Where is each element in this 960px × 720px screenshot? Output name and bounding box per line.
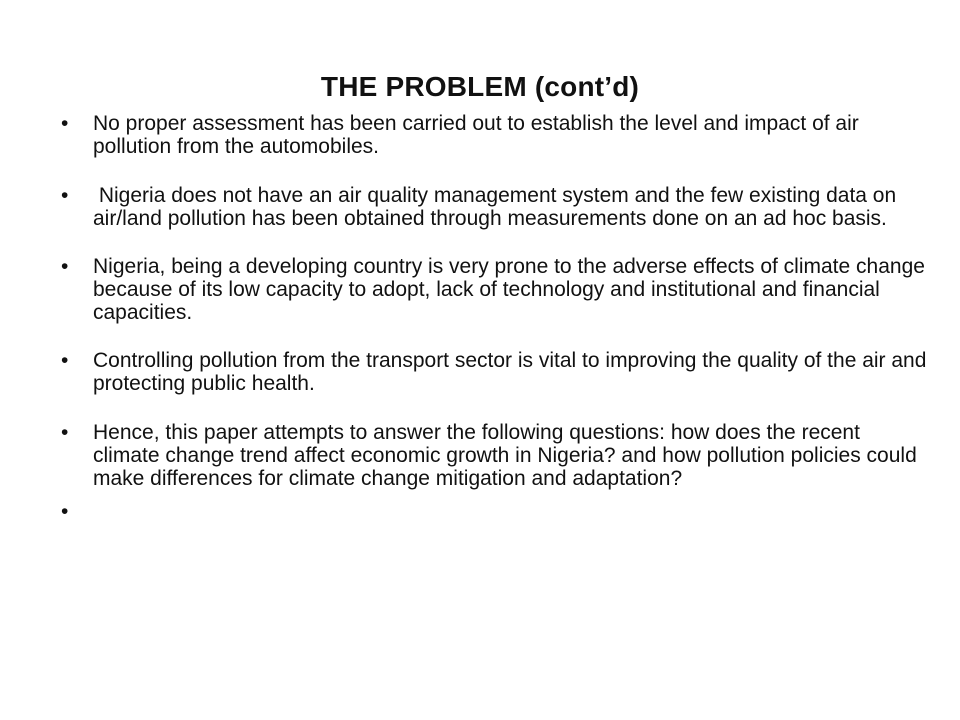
bullet-text: Nigeria, being a developing country is very prone to the adverse effects of climate change because of its low capacity to adopt, lack of technology and institutional and financial capacities. xyxy=(93,255,925,324)
bullet-dot-icon: • xyxy=(61,184,69,207)
bullet-item xyxy=(48,255,928,324)
bullet-dot-icon: • xyxy=(61,349,69,372)
bullet-text: Nigeria does not have an air quality management system and the few existing data on air/land pollution has been obtained through measurements done on an ad hoc basis. xyxy=(93,184,902,230)
bullet-dot-icon: • xyxy=(61,112,69,135)
slide-title: THE PROBLEM (cont’d) xyxy=(320,71,640,102)
bullet-item xyxy=(48,184,928,230)
bullet-text: Controlling pollution from the transport sector is vital to improving the quality of the air and protecting public health. xyxy=(93,349,927,395)
bullet-item xyxy=(48,349,928,395)
bullet-dot-icon: • xyxy=(61,421,69,444)
bullet-list xyxy=(48,112,928,523)
bullet-text: Hence, this paper attempts to answer the following questions: how does the recent climate change trend affect economic growth in Nigeria? and how pollution policies could make differences for climate change mitigation and adaptation? xyxy=(93,421,917,490)
bullet-item xyxy=(48,112,928,158)
bullet-dot-icon: • xyxy=(61,255,69,278)
bullet-item xyxy=(48,421,928,490)
bullet-dot-icon: • xyxy=(61,500,69,523)
bullet-text: No proper assessment has been carried out to establish the level and impact of air pollution from the automobiles. xyxy=(93,112,859,158)
